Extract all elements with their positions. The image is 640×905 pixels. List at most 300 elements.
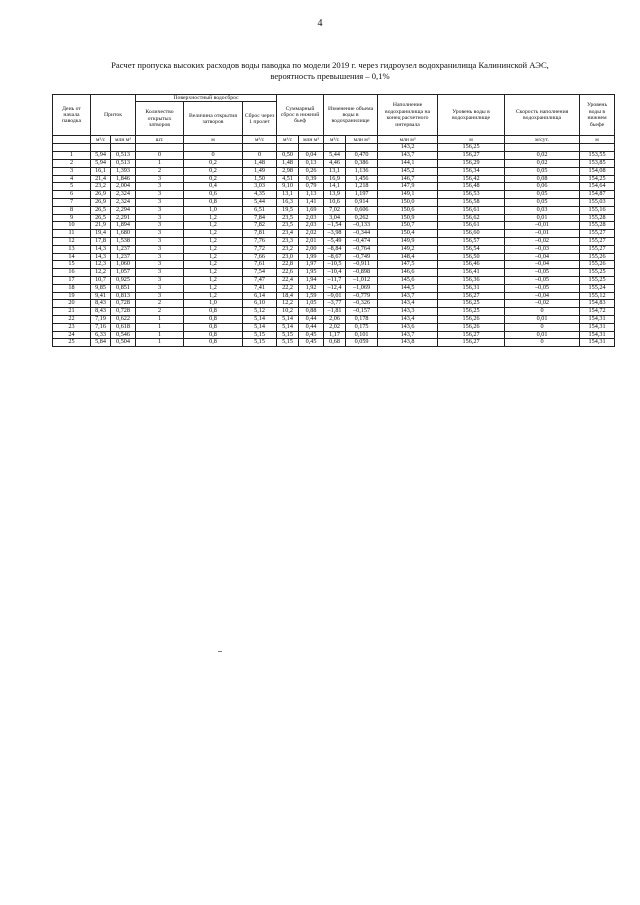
cell-rate: –0,04 (505, 253, 580, 261)
cell-discharge-one-span: 7,82 (243, 222, 277, 230)
cell-discharge-one-span: 7,76 (243, 237, 277, 245)
cell-total-q: 16,3 (277, 198, 299, 206)
cell-tail: 154,64 (580, 183, 615, 191)
cell-inflow-v: 0,546 (111, 331, 136, 339)
cell-discharge-one-span: 1,49 (243, 167, 277, 175)
cell-total-q: 2,98 (277, 167, 299, 175)
cell-gate-opening: 1,2 (184, 269, 243, 277)
cell-change-q: 2,06 (324, 315, 346, 323)
cell-inflow-v: 0,622 (111, 315, 136, 323)
cell-tail: 153,85 (580, 160, 615, 168)
cell-tail: 155,25 (580, 276, 615, 284)
header-discharge-one-span: Сброс через 1 пролет (243, 102, 277, 136)
cell-total-q: 23,5 (277, 214, 299, 222)
cell-change-v: 1,136 (346, 167, 378, 175)
cell-rate: –0,05 (505, 276, 580, 284)
unit-tail: м (580, 136, 615, 144)
cell-fill: 145,6 (378, 276, 438, 284)
cell-total-q: 22,8 (277, 261, 299, 269)
cell-level: 156,34 (438, 167, 505, 175)
cell-inflow-q: 17,8 (91, 237, 111, 245)
table-row (53, 339, 615, 347)
cell-day: 6 (53, 191, 91, 199)
cell-discharge-one-span: 1,50 (243, 175, 277, 183)
cell-total-v: 2,00 (299, 245, 324, 253)
initial-row (53, 144, 615, 152)
cell-fill: 143,8 (378, 339, 438, 347)
cell-gate-opening: 0,8 (184, 323, 243, 331)
cell-total-q: 23,3 (277, 237, 299, 245)
cell-change-v: –0,133 (346, 222, 378, 230)
table-row (53, 269, 615, 277)
cell-day: 8 (53, 206, 91, 214)
cell-total-q: 4,51 (277, 175, 299, 183)
cell-change-v: 1,218 (346, 183, 378, 191)
cell-gates-count: 2 (136, 167, 184, 175)
cell-total-q: 0,50 (277, 152, 299, 160)
cell-gate-opening: 0,2 (184, 175, 243, 183)
table-row (53, 276, 615, 284)
header-volume-change: Изменение объема воды в водохранилище (324, 95, 378, 136)
cell-day: 2 (53, 160, 91, 168)
cell-total-q: 5,15 (277, 339, 299, 347)
table-row (53, 160, 615, 168)
cell-discharge-one-span: 7,61 (243, 261, 277, 269)
header-tailwater-level: Уровень воды в нижнем бьефе (580, 95, 615, 136)
cell-change-v: –0,911 (346, 261, 378, 269)
cell-level: 156,62 (438, 214, 505, 222)
cell-change-v: –0,898 (346, 269, 378, 277)
cell-day: 5 (53, 183, 91, 191)
cell-total-q: 10,2 (277, 308, 299, 316)
cell-total-v: 1,41 (299, 198, 324, 206)
cell-gate-opening: 1,2 (184, 284, 243, 292)
cell-discharge-one-span: 5,44 (243, 198, 277, 206)
cell-gates-count: 3 (136, 198, 184, 206)
cell-gate-opening: 0,6 (184, 191, 243, 199)
cell-inflow-v: 0,925 (111, 276, 136, 284)
cell-total-v: 0,88 (299, 308, 324, 316)
cell-gate-opening: 1,0 (184, 206, 243, 214)
cell-gates-count: 1 (136, 331, 184, 339)
cell-level: 156,48 (438, 183, 505, 191)
cell-inflow-q: 21,4 (91, 175, 111, 183)
cell-change-v: 0,262 (346, 214, 378, 222)
cell-rate: –0,05 (505, 269, 580, 277)
cell-tail: 154,31 (580, 315, 615, 323)
cell-gate-opening: 1,2 (184, 292, 243, 300)
cell-total-v: 2,03 (299, 222, 324, 230)
cell-fill: 143,7 (378, 331, 438, 339)
table-row (53, 308, 615, 316)
table-row (53, 253, 615, 261)
cell-rate: –0,02 (505, 300, 580, 308)
cell-gate-opening: 0,8 (184, 331, 243, 339)
unit-gate-opening: м (184, 136, 243, 144)
cell-change-q: –10,5 (324, 261, 346, 269)
cell-inflow-v: 1,057 (111, 269, 136, 277)
unit-total-q: м³/с (277, 136, 299, 144)
cell-total-v: 1,05 (299, 300, 324, 308)
cell-gate-opening: 1,2 (184, 276, 243, 284)
cell-inflow-q: 26,9 (91, 198, 111, 206)
cell-inflow-v: 0,513 (111, 152, 136, 160)
cell-inflow-q: 19,4 (91, 230, 111, 238)
cell-fill: 149,9 (378, 237, 438, 245)
cell-inflow-q: 23,2 (91, 183, 111, 191)
cell-level: 156,50 (438, 253, 505, 261)
cell-change-v: –0,764 (346, 245, 378, 253)
cell-tail: 154,72 (580, 308, 615, 316)
cell-inflow-v: 1,538 (111, 237, 136, 245)
cell-inflow-v: 0,728 (111, 308, 136, 316)
cell-inflow-q: 5,84 (91, 339, 111, 347)
table-row (53, 245, 615, 253)
cell-day: 17 (53, 276, 91, 284)
cell-total-v: 1,92 (299, 284, 324, 292)
cell-rate: 0,01 (505, 315, 580, 323)
cell-inflow-q: 5,94 (91, 152, 111, 160)
cell-gates-count: 3 (136, 261, 184, 269)
cell-rate: 0,01 (505, 214, 580, 222)
cell-total-v: 1,97 (299, 261, 324, 269)
cell-change-q: –5,49 (324, 237, 346, 245)
table-row (53, 167, 615, 175)
cell-level: 156,61 (438, 222, 505, 230)
unit-change-q: м³/с (324, 136, 346, 144)
header-spillway: Поверхностный водосброс (136, 95, 277, 102)
table-row (53, 323, 615, 331)
header-reservoir-fill: Наполнение водохранилища на конец расчетного интервала (378, 95, 438, 136)
cell-day: 12 (53, 237, 91, 245)
page-number: 4 (317, 18, 323, 29)
title-line-1: Расчет пропуска высоких расходов воды паводка по модели 2019 г. через гидроузел водохранилища Калининской АЭС, (111, 60, 549, 70)
header-total-discharge: Суммарный сброс в нижний бьеф (277, 95, 324, 136)
table-row (53, 300, 615, 308)
cell-rate: 0,01 (505, 331, 580, 339)
table-row (53, 331, 615, 339)
cell-discharge-one-span: 7,72 (243, 245, 277, 253)
cell-gate-opening: 1,0 (184, 300, 243, 308)
cell-day: 9 (53, 214, 91, 222)
cell-discharge-one-span: 6,10 (243, 300, 277, 308)
cell-change-q: 5,44 (324, 152, 346, 160)
cell-tail: 155,25 (580, 269, 615, 277)
header-reservoir-level: Уровень воды в водохранилище (438, 95, 505, 136)
cell-fill: 150,4 (378, 230, 438, 238)
cell-discharge-one-span: 5,14 (243, 323, 277, 331)
cell-change-v: –0,749 (346, 253, 378, 261)
table-row (53, 206, 615, 214)
cell-change-v: 0,178 (346, 315, 378, 323)
cell-total-q: 13,1 (277, 191, 299, 199)
cell-inflow-q: 8,43 (91, 300, 111, 308)
cell-change-q: –1,54 (324, 222, 346, 230)
cell-gate-opening: 0,2 (184, 160, 243, 168)
cell-change-v: –0,344 (346, 230, 378, 238)
cell-inflow-q: 8,43 (91, 308, 111, 316)
cell-change-q: –9,01 (324, 292, 346, 300)
cell-gate-opening: 0,8 (184, 308, 243, 316)
cell-change-q: 1,17 (324, 331, 346, 339)
cell-inflow-q: 12,3 (91, 261, 111, 269)
cell-gate-opening: 1,2 (184, 253, 243, 261)
unit-day (53, 136, 91, 144)
cell-fill: 147,5 (378, 261, 438, 269)
cell-day: 20 (53, 300, 91, 308)
cell-rate: –0,03 (505, 245, 580, 253)
cell-level: 156,26 (438, 323, 505, 331)
cell-change-v: –0,779 (346, 292, 378, 300)
cell-tail: 155,27 (580, 237, 615, 245)
cell-day: 21 (53, 308, 91, 316)
cell-gate-opening: 1,2 (184, 214, 243, 222)
cell-day: 3 (53, 167, 91, 175)
cell-gates-count: 1 (136, 339, 184, 347)
cell-total-q: 22,6 (277, 269, 299, 277)
cell-day: 13 (53, 245, 91, 253)
cell-gate-opening: 0,8 (184, 315, 243, 323)
cell-total-v: 1,95 (299, 269, 324, 277)
cell-rate: –0,05 (505, 284, 580, 292)
cell-gate-opening: 1,2 (184, 222, 243, 230)
cell-change-v: –0,326 (346, 300, 378, 308)
cell-discharge-one-span: 7,41 (243, 284, 277, 292)
cell-total-v: 2,03 (299, 214, 324, 222)
cell-total-v: 0,79 (299, 183, 324, 191)
cell-total-v: 0,45 (299, 339, 324, 347)
cell-fill: 143,7 (378, 292, 438, 300)
cell-total-q: 12,2 (277, 300, 299, 308)
cell-gates-count: 3 (136, 292, 184, 300)
cell-total-v: 1,13 (299, 191, 324, 199)
cell-inflow-q: 26,5 (91, 206, 111, 214)
table-row (53, 237, 615, 245)
cell-day: 24 (53, 331, 91, 339)
cell-inflow-v: 2,004 (111, 183, 136, 191)
table-row (53, 315, 615, 323)
cell-gate-opening: 1,2 (184, 245, 243, 253)
cell-discharge-one-span: 4,35 (243, 191, 277, 199)
cell-total-v: 0,45 (299, 331, 324, 339)
cell-gates-count: 3 (136, 245, 184, 253)
cell-day: 7 (53, 198, 91, 206)
cell-discharge-one-span: 7,81 (243, 230, 277, 238)
cell-inflow-q: 10,7 (91, 276, 111, 284)
cell-day: 11 (53, 230, 91, 238)
cell-change-q: 16,9 (324, 175, 346, 183)
cell-discharge-one-span: 7,84 (243, 214, 277, 222)
cell-total-q: 23,5 (277, 222, 299, 230)
cell-tail: 154,31 (580, 331, 615, 339)
page-title (60, 60, 600, 82)
cell-change-v: 0,059 (346, 339, 378, 347)
cell-total-v: 0,04 (299, 152, 324, 160)
cell-rate: 0,05 (505, 198, 580, 206)
flood-discharge-table (52, 94, 615, 347)
cell-fill: 143,3 (378, 308, 438, 316)
cell-day: 22 (53, 315, 91, 323)
cell-gates-count: 3 (136, 222, 184, 230)
cell-fill: 150,6 (378, 206, 438, 214)
cell-gates-count: 3 (136, 284, 184, 292)
table-row (53, 183, 615, 191)
cell-discharge-one-span: 1,48 (243, 160, 277, 168)
cell-inflow-v: 1,060 (111, 261, 136, 269)
cell-fill: 149,1 (378, 191, 438, 199)
cell-day: 23 (53, 323, 91, 331)
cell-discharge-one-span: 6,51 (243, 206, 277, 214)
cell-inflow-v: 2,324 (111, 191, 136, 199)
table-row (53, 152, 615, 160)
cell-gates-count: 1 (136, 315, 184, 323)
cell-inflow-v: 2,324 (111, 198, 136, 206)
cell-total-q: 23,4 (277, 230, 299, 238)
cell-inflow-v: 2,291 (111, 214, 136, 222)
cell-total-v: 0,13 (299, 160, 324, 168)
cell-change-q: –12,4 (324, 284, 346, 292)
cell-gates-count: 3 (136, 237, 184, 245)
cell-level: 156,27 (438, 331, 505, 339)
cell-rate: 0,02 (505, 160, 580, 168)
cell-change-v: –1,012 (346, 276, 378, 284)
cell-fill: 149,2 (378, 245, 438, 253)
cell-rate: 0 (505, 339, 580, 347)
table-row (53, 175, 615, 183)
cell-gates-count: 3 (136, 230, 184, 238)
cell-inflow-q: 7,16 (91, 323, 111, 331)
cell-change-q: –11,7 (324, 276, 346, 284)
cell-level: 156,46 (438, 261, 505, 269)
cell-inflow-q: 26,9 (91, 191, 111, 199)
cell-rate: 0 (505, 323, 580, 331)
cell-gate-opening: 0 (184, 152, 243, 160)
cell-total-q: 9,10 (277, 183, 299, 191)
cell-total-q: 5,15 (277, 331, 299, 339)
cell-change-v: 0,386 (346, 160, 378, 168)
cell-level: 156,57 (438, 237, 505, 245)
cell-total-v: 0,26 (299, 167, 324, 175)
cell-inflow-q: 14,3 (91, 245, 111, 253)
cell-fill: 146,6 (378, 269, 438, 277)
cell-change-v: 1,456 (346, 175, 378, 183)
cell-total-v: 1,69 (299, 206, 324, 214)
cell-gates-count: 3 (136, 253, 184, 261)
cell-change-v: –0,474 (346, 237, 378, 245)
cell-change-q: –10,4 (324, 269, 346, 277)
cell-change-v: 0,175 (346, 323, 378, 331)
cell-tail: 155,28 (580, 214, 615, 222)
unit-fill: млн м³ (378, 136, 438, 144)
cell-tail: 155,27 (580, 230, 615, 238)
cell-change-v: 1,197 (346, 191, 378, 199)
table-row (53, 214, 615, 222)
cell-tail: 155,26 (580, 253, 615, 261)
cell-discharge-one-span: 5,14 (243, 315, 277, 323)
cell-gates-count: 3 (136, 206, 184, 214)
cell-inflow-q: 5,94 (91, 160, 111, 168)
cell-gate-opening: 1,2 (184, 230, 243, 238)
cell-change-q: 14,1 (324, 183, 346, 191)
table-row (53, 198, 615, 206)
cell-day: 10 (53, 222, 91, 230)
unit-rate: м/сут. (505, 136, 580, 144)
unit-total-v: млн м³ (299, 136, 324, 144)
cell-gates-count: 2 (136, 308, 184, 316)
cell-gate-opening: 0,4 (184, 183, 243, 191)
cell-inflow-v: 1,393 (111, 167, 136, 175)
cell-gate-opening: 1,2 (184, 237, 243, 245)
cell-change-q: –3,98 (324, 230, 346, 238)
cell-change-v: 0,470 (346, 152, 378, 160)
cell-level: 156,36 (438, 276, 505, 284)
unit-level: м (438, 136, 505, 144)
initial-fill: 143,2 (378, 144, 438, 152)
cell-day: 14 (53, 253, 91, 261)
cell-inflow-q: 14,3 (91, 253, 111, 261)
cell-change-q: 2,02 (324, 323, 346, 331)
cell-total-q: 19,5 (277, 206, 299, 214)
cell-total-q: 23,2 (277, 245, 299, 253)
cell-inflow-q: 9,85 (91, 284, 111, 292)
cell-rate: 0,03 (505, 206, 580, 214)
cell-rate: –0,02 (505, 237, 580, 245)
cell-inflow-v: 0,851 (111, 284, 136, 292)
cell-level: 156,29 (438, 160, 505, 168)
cell-fill: 145,2 (378, 167, 438, 175)
cell-level: 156,31 (438, 284, 505, 292)
cell-fill: 150,7 (378, 222, 438, 230)
cell-rate: 0,06 (505, 183, 580, 191)
cell-inflow-v: 0,728 (111, 300, 136, 308)
cell-day: 15 (53, 261, 91, 269)
cell-change-q: 13,9 (324, 191, 346, 199)
cell-tail: 155,26 (580, 261, 615, 269)
cell-inflow-q: 26,5 (91, 214, 111, 222)
cell-level: 156,60 (438, 230, 505, 238)
cell-rate: –0,01 (505, 222, 580, 230)
cell-fill: 143,7 (378, 152, 438, 160)
title-line-2: вероятность превышения – 0,1% (270, 71, 390, 81)
cell-total-q: 5,14 (277, 323, 299, 331)
table-row (53, 261, 615, 269)
cell-level: 156,25 (438, 308, 505, 316)
cell-discharge-one-span: 6,14 (243, 292, 277, 300)
cell-gate-opening: 0,2 (184, 167, 243, 175)
cell-tail: 154,87 (580, 191, 615, 199)
cell-day: 4 (53, 175, 91, 183)
cell-discharge-one-span: 5,15 (243, 339, 277, 347)
cell-fill: 143,6 (378, 323, 438, 331)
unit-gates-count: шт. (136, 136, 184, 144)
cell-tail: 155,03 (580, 198, 615, 206)
header-gate-opening: Величина открытия затворов (184, 102, 243, 136)
cell-total-v: 0,39 (299, 175, 324, 183)
cell-change-q: –1,81 (324, 308, 346, 316)
unit-change-v: млн м³ (346, 136, 378, 144)
cell-inflow-q: 7,19 (91, 315, 111, 323)
cell-level: 156,27 (438, 339, 505, 347)
cell-discharge-one-span: 5,15 (243, 331, 277, 339)
cell-tail: 155,24 (580, 284, 615, 292)
cell-day: 25 (53, 339, 91, 347)
cell-gate-opening: 0,8 (184, 339, 243, 347)
table-body (53, 144, 615, 347)
cell-inflow-v: 0,504 (111, 339, 136, 347)
cell-level: 156,25 (438, 300, 505, 308)
cell-rate: 0,02 (505, 152, 580, 160)
cell-rate: 0,08 (505, 175, 580, 183)
